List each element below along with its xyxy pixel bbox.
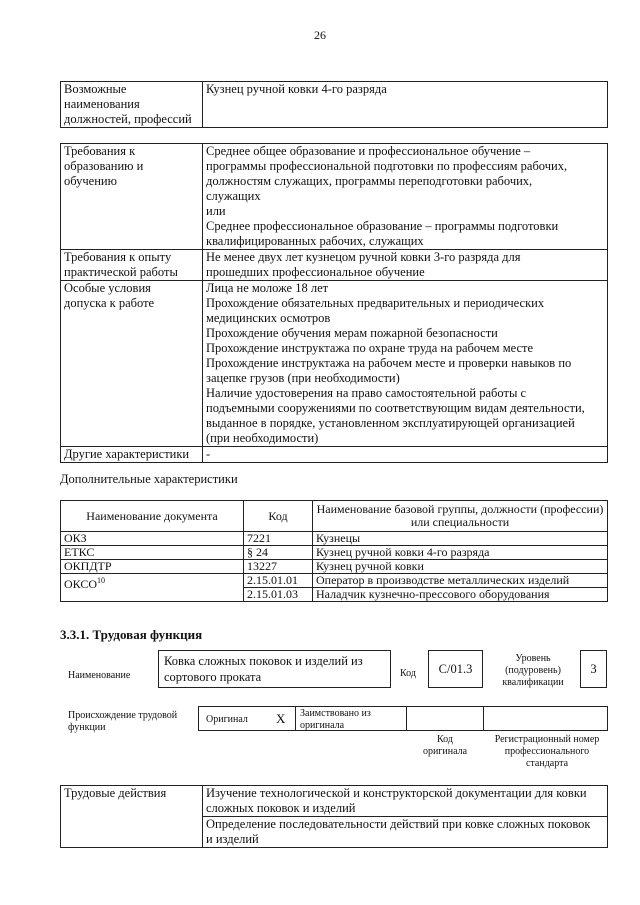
- additional-characteristics-table: [60, 500, 608, 602]
- page-number: 26: [314, 28, 326, 42]
- code-value: С/01.3: [428, 650, 483, 688]
- origin-label: Происхождение трудовой функции: [68, 710, 178, 733]
- requirement-row-admission: Особые условия допуска к работе Лица не моложе 18 лет Прохождение обязательных предварительных и периодических медицинских осмотров Прохождение обучения мерам пожарной безопасности Прохождение инструктажа по охране труда на рабочем месте Прохождение инструктажа на рабочем месте и проверки навыков по зацепке грузов (при необходимости) Наличие удостоверения на право самостоятельной работы с подъемными сооружениями по соответствующим видам деятельности, выданное в порядке, установленном эксплуатирующей организацией (при необходимости): [61, 281, 608, 447]
- level-label: Уровень (подуровень) квалификации: [502, 653, 564, 688]
- requirement-row-education: Требования к образованию и обучению Среднее общее образование и профессиональное обучение – программы профессиональной подготовки по профессиям рабочих, должностям служащих, программы переподготовки рабочих, служащих или Среднее профессиональное образование – программы подготовки квалифицированных рабочих, служащих: [61, 144, 608, 250]
- labor-actions-label: Трудовые действия: [61, 786, 203, 848]
- table-row: [61, 786, 608, 817]
- borrowed-label: Заимствовано из оригинала: [300, 708, 371, 731]
- table-row: 2.15.01.03 Наладчик кузнечно-прессового оборудования: [61, 588, 608, 602]
- original-mark: X: [276, 711, 286, 726]
- labor-function-title: 3.3.1. Трудовая функция: [60, 627, 203, 642]
- labor-action-item: Изучение технологической и конструкторской документации для ковки сложных поковок и изделий: [203, 786, 608, 817]
- possible-names-label: Возможные наименования должностей, профессий: [61, 82, 203, 128]
- origin-code-caption: Код оригинала: [422, 734, 468, 757]
- additional-characteristics-title: Дополнительные характеристики: [60, 472, 238, 486]
- table-row: ОКПДТР 13227 Кузнец ручной ковки: [61, 560, 608, 574]
- table-row: ЕТКС § 24 Кузнец ручной ковки 4-го разряда: [61, 546, 608, 560]
- table-row: ОКЗ 7221 Кузнецы: [61, 532, 608, 546]
- origin-box: [198, 706, 608, 731]
- original-label: Оригинал: [206, 714, 248, 725]
- labor-action-item: Определение последовательности действий при ковке сложных поковок и изделий: [203, 817, 608, 848]
- requirement-row-other: Другие характеристики -: [61, 447, 608, 463]
- name-label: Наименование: [68, 670, 131, 681]
- labor-function-name: Ковка сложных поковок и изделий из сортового проката: [158, 650, 391, 688]
- code-label: Код: [400, 668, 416, 679]
- requirements-table: [60, 143, 608, 463]
- requirement-row-experience: Требования к опыту практической работы Не менее двух лет кузнецом ручной ковки 3-го разряда для прошедших профессиональное обучение: [61, 250, 608, 281]
- footnote-ref: 10: [97, 576, 106, 585]
- level-value: 3: [580, 650, 607, 688]
- table-header-row: Наименование документа Код Наименование базовой группы, должности (профессии) или специальности: [61, 501, 608, 532]
- labor-actions-table: [60, 785, 608, 848]
- reg-number-caption: Регистрационный номер профессионального стандарта: [494, 734, 600, 769]
- possible-names-table: [60, 81, 608, 128]
- table-row: ОКСО$^{10}$ 2.15.01.01 Оператор в производстве металлических изделий: [61, 574, 608, 588]
- possible-names-value: Кузнец ручной ковки 4-го разряда: [203, 82, 608, 128]
